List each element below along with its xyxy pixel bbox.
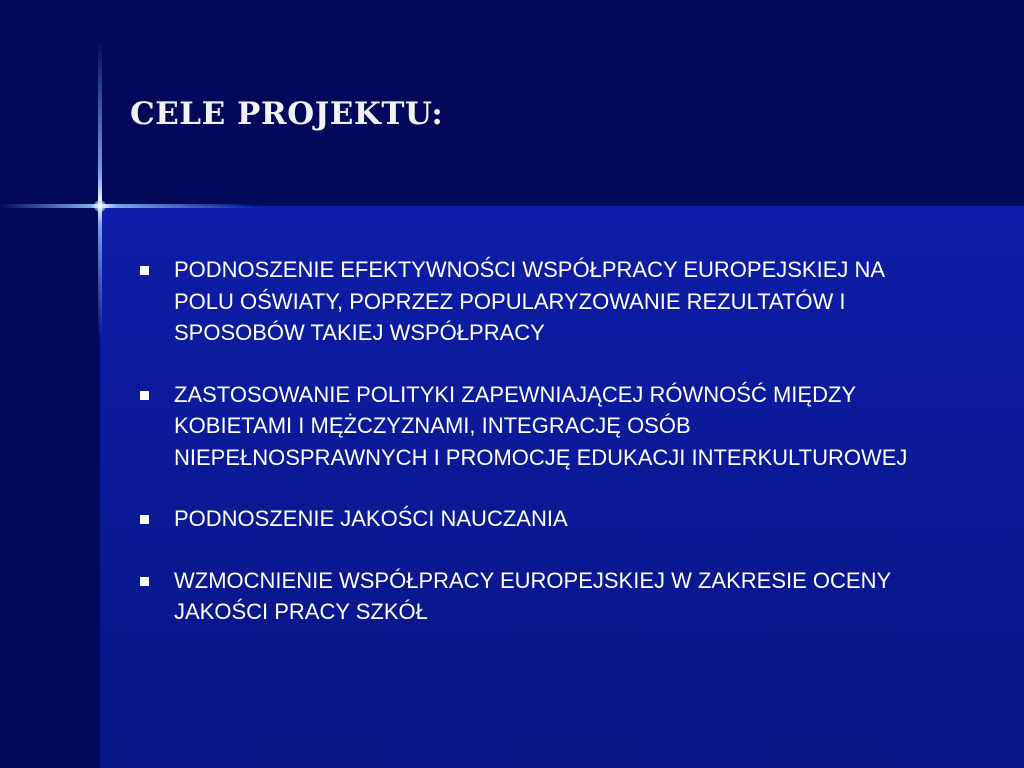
slide-title: CELE PROJEKTU: [130, 96, 444, 132]
bullet-text: WZMOCNIENIE WSPÓŁPRACY EUROPEJSKIEJ W ZAKRESIE OCENY JAKOŚCI PRACY SZKÓŁ [174, 567, 892, 624]
vertical-light-line [98, 40, 102, 340]
bullet-text: PODNOSZENIE EFEKTYWNOŚCI WSPÓŁPRACY EUROPEJSKIEJ NA POLU OŚWIATY, POPRZEZ POPULARYZOWANIE REZULTATÓW I SPOSOBÓW TAKIEJ WSPÓŁPRACY [174, 257, 886, 345]
bullet-text: PODNOSZENIE JAKOŚCI NAUCZANIA [174, 506, 568, 531]
bullet-item [132, 503, 962, 535]
bullet-list [132, 254, 962, 658]
square-bullet-icon [140, 577, 149, 586]
square-bullet-icon [140, 391, 149, 400]
horizontal-light-line [0, 204, 260, 208]
bullet-text: ZASTOSOWANIE POLITYKI ZAPEWNIAJĄCEJ RÓWNOŚĆ MIĘDZY KOBIETAMI I MĘŻCZYZNAMI, INTEGRACJĘ OSÓB NIEPEŁNOSPRAWNYCH I PROMOCJĘ EDUKACJI INTERKULTUROWEJ [174, 381, 908, 470]
sparkle-icon [94, 200, 106, 212]
bullet-item [132, 565, 962, 628]
left-band [0, 206, 100, 768]
square-bullet-icon [140, 266, 149, 275]
bullet-item [132, 379, 962, 474]
square-bullet-icon [140, 515, 149, 524]
bullet-item [132, 254, 962, 349]
